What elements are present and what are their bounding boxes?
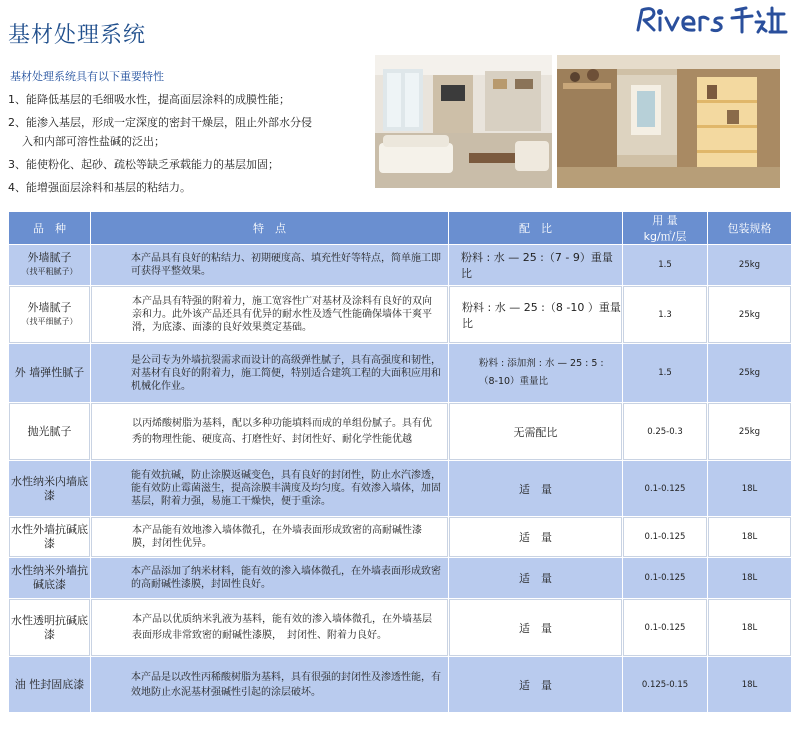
product-name-text: 抛光腻子 [27, 424, 72, 438]
product-name [9, 245, 90, 285]
table-row [9, 517, 791, 557]
product-name-text: 油 性封固底漆 [14, 677, 85, 691]
product-name [9, 403, 90, 460]
product-usage: 0.1-0.125 [623, 558, 707, 598]
product-usage: 1.5 [623, 344, 707, 402]
product-pack: 18L [708, 599, 791, 656]
feature-item: 1、能降低基层的毛细吸水性，提高面层涂料的成膜性能； [8, 93, 290, 106]
living-room-photo [375, 55, 552, 188]
header-pack: 包装规格 [708, 212, 791, 244]
product-mix: 粉料 : 水 — 25 :（7 - 9）重量比 [449, 245, 622, 285]
product-mix: 粉料 : 添加剂 : 水 — 25 : 5 :（8-10）重量比 [449, 344, 622, 402]
product-pack: 25kg [708, 286, 791, 343]
table-row [9, 286, 791, 343]
page-title: 基材处理系统 [8, 23, 147, 48]
product-name-text: 水性透明抗碱底漆 [11, 613, 88, 641]
table-row [9, 245, 791, 285]
product-desc: 本产品具有良好的粘结力、初期硬度高、填充性好等特点，简单施工即可获得平整效果。 [91, 245, 448, 285]
product-name-sub: （找平粗腻子） [21, 267, 78, 276]
product-name-text: 外墙腻子 [27, 251, 72, 264]
product-mix: 适 量 [449, 461, 622, 516]
feature-item: 入和内部可溶性盐碱的泛出； [22, 135, 165, 148]
table-row [9, 403, 791, 460]
product-name-text: 水性纳米内墙底漆 [11, 474, 88, 502]
product-usage: 0.1-0.125 [623, 599, 707, 656]
table-row [9, 599, 791, 656]
product-name-sub: （找平细腻子） [21, 316, 78, 326]
product-pack: 18L [708, 517, 791, 557]
product-pack: 18L [708, 461, 791, 516]
product-name-text: 水性纳米外墙抗碱底漆 [11, 564, 88, 591]
product-desc: 以丙烯酸树脂为基料，配以多种功能填料而成的单组份腻子。具有优秀的物理性能、硬度高、打磨性好、封闭性好、耐化学性能优越 [91, 403, 448, 460]
header-usage-line: 用 量 [652, 214, 678, 227]
product-desc: 本产品添加了纳米材料，能有效的渗入墙体微孔，在外墙表面形成致密的高耐碱性漆膜，封固性良好。 [91, 558, 448, 598]
product-name-text: 外 墙弹性腻子 [14, 366, 85, 379]
product-pack: 18L [708, 558, 791, 598]
section-subtitle: 基材处理系统具有以下重要特性 [10, 70, 164, 83]
feature-list [8, 92, 368, 203]
product-usage: 0.1-0.125 [623, 517, 707, 557]
header-mix: 配 比 [449, 212, 622, 244]
product-desc: 本产品具有特强的附着力，施工宽容性广对基材及涂料有良好的双向亲和力。此外该产品还具有优异的耐水性及透气性能确保墙体干爽平滑，为底漆、面漆的良好效果奠定基础。 [91, 286, 448, 343]
product-name-text: 水性外墙抗碱底漆 [11, 523, 88, 550]
product-usage: 0.25-0.3 [623, 403, 707, 460]
product-pack: 25kg [708, 245, 791, 285]
product-name-text: 外墙腻子 [27, 300, 72, 314]
product-mix: 无需配比 [449, 403, 622, 460]
product-pack: 25kg [708, 403, 791, 460]
product-desc: 是公司专为外墙抗裂需求而设计的高级弹性腻子，具有高强度和韧性，对基材有良好的附着力，施工简便，特别适合建筑工程的大面积应用和机械化作业。 [91, 344, 448, 402]
product-desc: 能有效抗碱，防止涂膜返碱变色，具有良好的封闭性，防止水汽渗透，能有效防止霉菌滋生，提高涂膜丰满度及均匀度。有效渗入墙体，加固基层，附着力强，易施工干燥快，便于重涂。 [91, 461, 448, 516]
product-name [9, 517, 90, 557]
product-usage: 0.125-0.15 [623, 657, 707, 712]
header-usage-unit: kg/㎡/层 [643, 230, 687, 243]
product-usage: 0.1-0.125 [623, 461, 707, 516]
product-usage: 1.5 [623, 245, 707, 285]
feature-item: 4、能增强面层涂料和基层的粘结力。 [8, 181, 191, 194]
product-usage: 1.3 [623, 286, 707, 343]
product-name [9, 558, 90, 598]
product-name [9, 599, 90, 656]
product-name [9, 344, 90, 402]
feature-item: 3、能使粉化、起砂、疏松等缺乏承载能力的基层加固； [8, 158, 279, 171]
product-pack: 18L [708, 657, 791, 712]
header-usage [623, 212, 707, 244]
header-name: 品 种 [9, 212, 90, 244]
hallway-photo [557, 55, 780, 188]
product-name [9, 657, 90, 712]
product-mix: 适 量 [449, 517, 622, 557]
product-desc: 本产品以优质纳米乳液为基料，能有效的渗入墙体微孔，在外墙基层表面形成非常致密的耐碱性漆膜， 封闭性、附着力良好。 [91, 599, 448, 656]
table-header-row [9, 212, 791, 244]
product-desc: 本产品是以改性丙稀酸树脂为基料，具有很强的封闭性及渗透性能，有效地防止水泥基材强碱性引起的涂层破坏。 [91, 657, 448, 712]
product-mix: 适 量 [449, 599, 622, 656]
header-desc: 特 点 [91, 212, 448, 244]
table-row [9, 558, 791, 598]
table-row [9, 461, 791, 516]
feature-item: 2、能渗入基层，形成一定深度的密封干燥层，阻止外部水分侵 [8, 116, 312, 129]
product-mix: 适 量 [449, 558, 622, 598]
product-name [9, 286, 90, 343]
brand-logo [632, 2, 792, 36]
product-name [9, 461, 90, 516]
table-row [9, 657, 791, 712]
product-desc: 本产品能有效地渗入墙体微孔，在外墙表面形成致密的高耐碱性漆膜，封闭性优异。 [91, 517, 448, 557]
product-table [8, 211, 792, 713]
table-row [9, 344, 791, 402]
product-mix: 粉料 : 水 — 25 :（8 -10 ）重量比 [449, 286, 622, 343]
product-pack: 25kg [708, 344, 791, 402]
product-mix: 适 量 [449, 657, 622, 712]
